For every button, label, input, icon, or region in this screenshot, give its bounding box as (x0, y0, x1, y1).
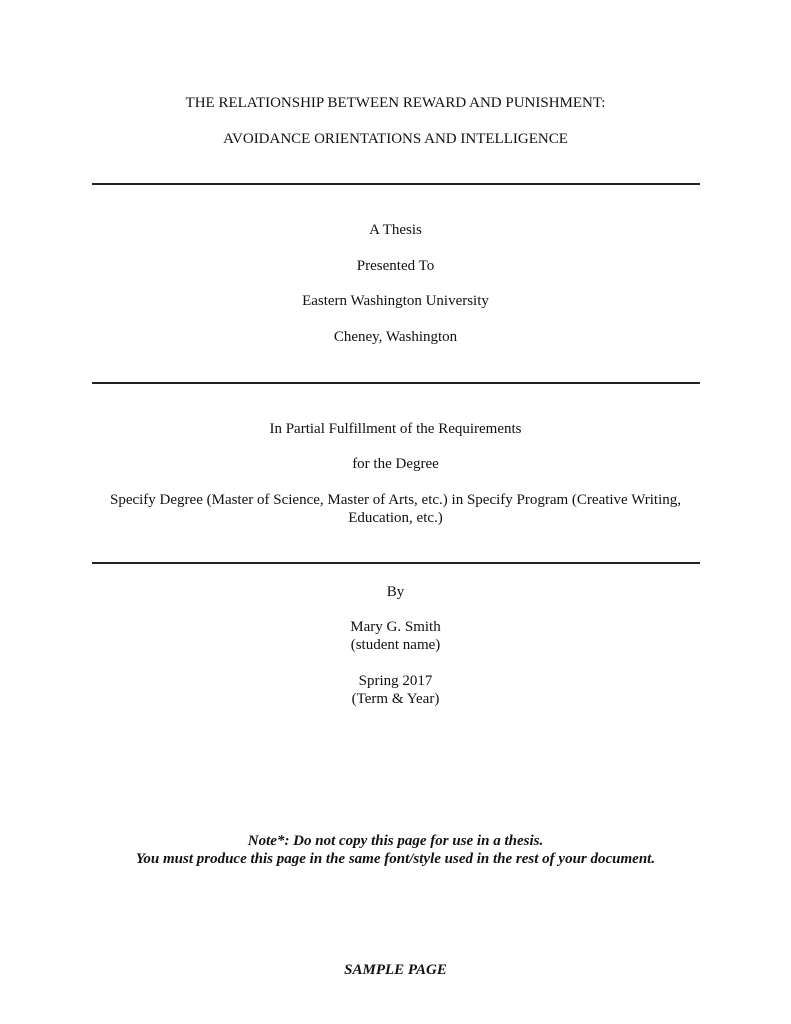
degree-line-1: Specify Degree (Master of Science, Master of Arts, etc.) in Specify Program (Creative Writing, (109, 492, 682, 508)
thesis-label: A Thesis (369, 222, 422, 238)
title-line-2: AVOIDANCE ORIENTATIONS AND INTELLIGENCE (223, 131, 568, 147)
author-name: Mary G. Smith (350, 619, 441, 635)
author-name-hint: (student name) (350, 637, 441, 653)
note-line-1: Note*: Do not copy this page for use in a thesis. (247, 833, 544, 849)
university-location: Cheney, Washington (333, 329, 458, 345)
divider-2 (92, 382, 700, 384)
term-year-hint: (Term & Year) (351, 691, 440, 707)
divider-3 (92, 562, 700, 564)
requirements-line-1: In Partial Fulfillment of the Requirements (269, 421, 522, 437)
note-line-2: You must produce this page in the same font/style used in the rest of your document. (135, 851, 656, 867)
sample-page-label: SAMPLE PAGE (344, 962, 447, 978)
term-year: Spring 2017 (358, 673, 433, 689)
degree-line-2: Education, etc.) (348, 510, 443, 526)
divider-1 (92, 183, 700, 185)
university-name: Eastern Washington University (302, 293, 489, 309)
presented-to: Presented To (356, 258, 435, 274)
requirements-line-2: for the Degree (352, 456, 439, 472)
title-line-1: THE RELATIONSHIP BETWEEN REWARD AND PUNISHMENT: (185, 95, 606, 111)
by-label: By (386, 584, 405, 600)
